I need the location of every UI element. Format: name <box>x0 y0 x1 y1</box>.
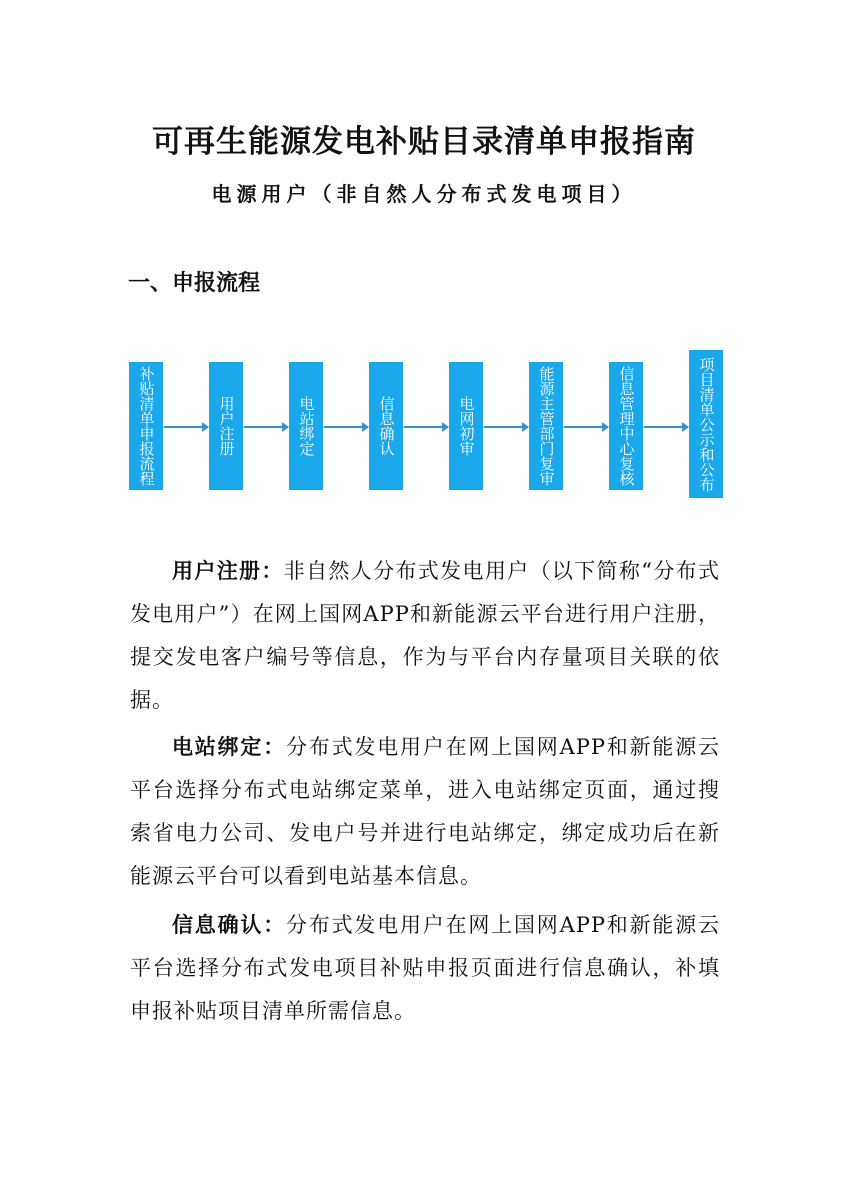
flow-step-list-publication <box>689 350 723 498</box>
document-subtitle: 电源用户（非自然人分布式发电项目） <box>211 182 637 206</box>
flow-step-grid-initial-review <box>449 362 483 490</box>
flow-arrow <box>244 426 288 428</box>
flow-step-label: 用户注册 <box>217 396 236 456</box>
flow-step-label: 能源主管部门复审 <box>537 366 556 486</box>
flow-step-label: 信息确认 <box>377 396 396 456</box>
paragraph-lead: 电站绑定： <box>172 735 286 759</box>
flow-step-station-binding <box>289 362 323 490</box>
flow-arrow <box>324 426 368 428</box>
paragraph-info-confirmation <box>130 904 720 1033</box>
flow-arrow <box>404 426 448 428</box>
flow-step-label: 电站绑定 <box>297 396 316 456</box>
paragraph-lead: 用户注册： <box>172 559 284 583</box>
flow-arrow <box>164 426 208 428</box>
flow-step-label: 补贴清单申报流程 <box>137 366 156 486</box>
section-heading: 一、申报流程 <box>128 271 261 296</box>
flow-step-info-confirmation <box>369 362 403 490</box>
paragraph-body: 非自然人分布式发电用户（以下简称“分布式发电用户”）在网上国网APP和新能源云平台进行用户注册，提交发电客户编号等信息，作为与平台内存量项目关联的依据。 <box>130 559 721 712</box>
paragraph-lead: 信息确认： <box>172 913 286 937</box>
flow-step-apply-process <box>129 362 163 490</box>
flow-arrow <box>484 426 528 428</box>
paragraph-user-registration <box>130 550 720 722</box>
flow-arrow <box>644 426 688 428</box>
flow-step-label: 项目清单公示和公布 <box>697 356 716 492</box>
flow-arrow <box>564 426 608 428</box>
paragraph-body: 分布式发电用户在网上国网APP和新能源云平台选择分布式发电项目补贴申报页面进行信息确认，补填申报补贴项目清单所需信息。 <box>130 913 720 1023</box>
flow-step-energy-dept-review <box>529 362 563 490</box>
paragraph-body: 分布式发电用户在网上国网APP和新能源云平台选择分布式电站绑定菜单，进入电站绑定页面，通过搜索省电力公司、发电户号并进行电站绑定，绑定成功后在新能源云平台可以看到电站基本信息。 <box>130 735 720 888</box>
flow-step-info-center-check <box>609 362 643 490</box>
paragraph-station-binding <box>130 726 720 898</box>
document-title: 可再生能源发电补贴目录清单申报指南 <box>152 124 696 160</box>
flow-step-label: 信息管理中心复核 <box>617 366 636 486</box>
flow-step-label: 电网初审 <box>457 396 476 456</box>
flow-step-user-registration <box>209 362 243 490</box>
